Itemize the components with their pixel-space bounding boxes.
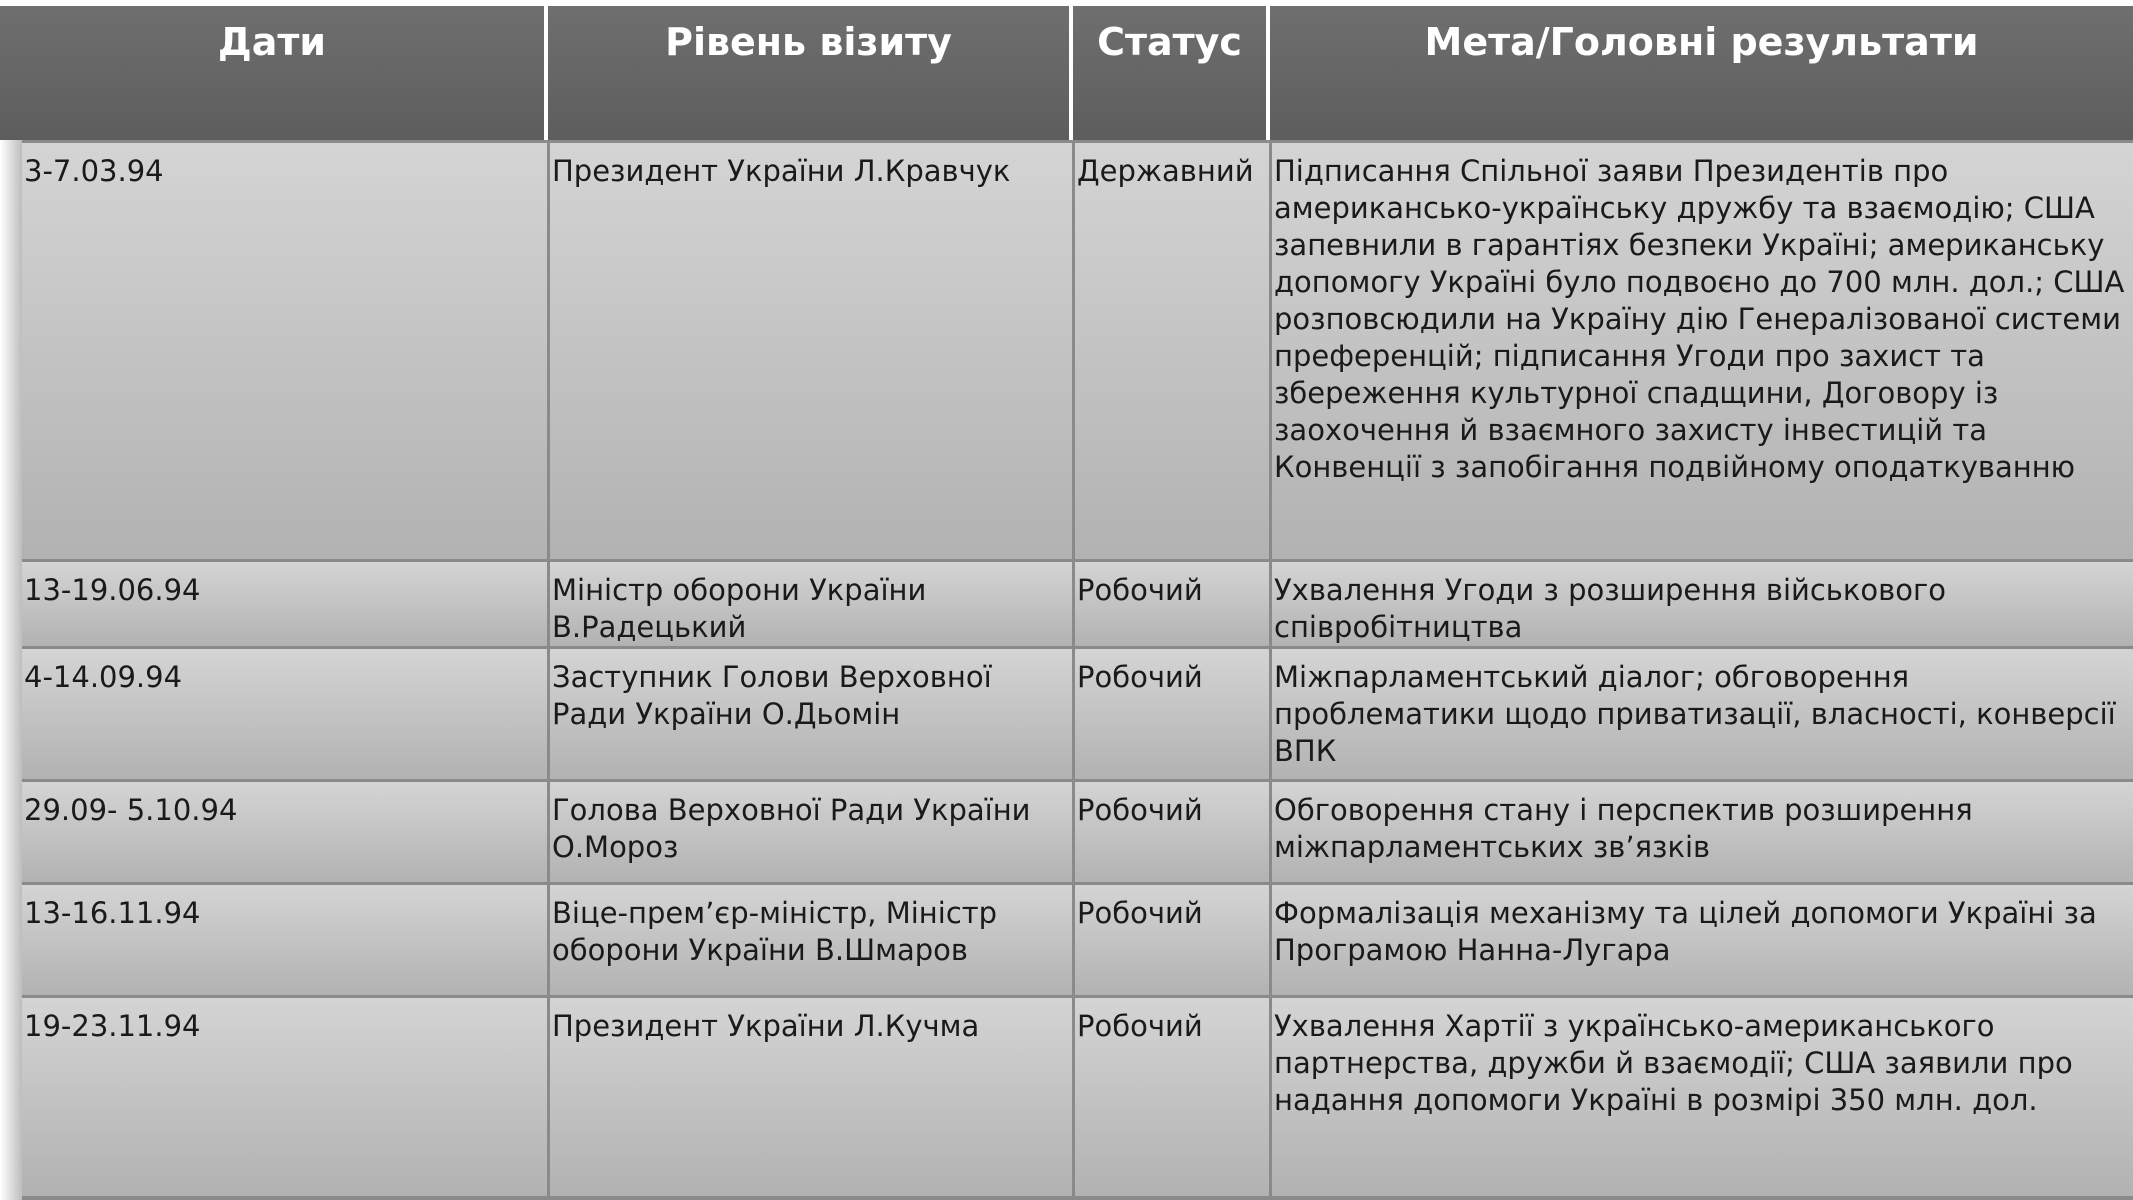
- cell-visit-level: Президент України Л.Кучма: [550, 998, 1075, 1196]
- cell-visit-level: Президент України Л.Кравчук: [550, 143, 1075, 559]
- table-row: [22, 646, 2133, 779]
- cell-visit-level: Голова Верховної Ради України О.Мороз: [550, 782, 1075, 882]
- table-header-row: [0, 0, 2133, 140]
- cell-status: Робочий: [1075, 885, 1272, 995]
- table-left-edge: [0, 140, 22, 1200]
- table-row: [22, 779, 2133, 882]
- table-row: [22, 882, 2133, 995]
- header-goal-results: Мета/Головні результати: [1424, 20, 1979, 64]
- cell-status: Державний: [1075, 143, 1272, 559]
- cell-dates: 4-14.09.94: [22, 649, 550, 779]
- cell-status: Робочий: [1075, 649, 1272, 779]
- table-row: [22, 995, 2133, 1196]
- cell-visit-level: Заступник Голови Верховної Ради України О.Дьомін: [550, 649, 1075, 779]
- cell-goal-results: Міжпарламентський діалог; обговорення проблематики щодо приватизації, власності, конверсії ВПК: [1274, 660, 2116, 768]
- cell-visit-level: Міністр оборони України В.Радецький: [550, 562, 1075, 646]
- cell-dates: 13-19.06.94: [22, 562, 550, 646]
- cell-goal-results: Обговорення стану і перспектив розширення міжпарламентських зв’язків: [1274, 793, 1973, 864]
- table-row: [22, 140, 2133, 559]
- cell-status: Робочий: [1075, 562, 1272, 646]
- cell-dates: 13-16.11.94: [22, 885, 550, 995]
- cell-dates: 29.09- 5.10.94: [22, 782, 550, 882]
- cell-status: Робочий: [1075, 998, 1272, 1196]
- cell-dates: 3-7.03.94: [22, 143, 550, 559]
- cell-dates: 19-23.11.94: [22, 998, 550, 1196]
- cell-status: Робочий: [1075, 782, 1272, 882]
- table-bottom-border: [22, 1196, 2133, 1200]
- cell-goal-results: Ухвалення Хартії з українсько-американського партнерства, дружби й взаємодії; США заявили про надання допомоги Україні в розмірі 350 млн. дол.: [1274, 1009, 2073, 1117]
- cell-goal-results: Ухвалення Угоди з розширення військового співробітництва: [1274, 573, 1946, 644]
- header-dates: Дати: [0, 6, 548, 140]
- cell-visit-level: Віце-прем’єр-міністр, Міністр оборони України В.Шмаров: [550, 885, 1075, 995]
- cell-goal-results: Підписання Спільної заяви Президентів про американсько-українську дружбу та взаємодію; США запевнили в гарантіях безпеки Україні; американську допомогу Україні було подвоєно до 700 млн. дол.; США розповсюдили на Україну дію Генералізованої системи преференцій; підписання Угоди про захист та збереження культурної спадщини, Договору із заохочення й взаємного захисту інвестицій та Конвенції з запобігання подвійному оподаткуванню: [1274, 154, 2125, 484]
- table-row: [22, 559, 2133, 646]
- cell-goal-results: Формалізація механізму та цілей допомоги Україні за Програмою Нанна-Лугара: [1274, 896, 2097, 967]
- header-status: Статус: [1073, 6, 1270, 140]
- header-visit-level: Рівень візиту: [548, 6, 1073, 140]
